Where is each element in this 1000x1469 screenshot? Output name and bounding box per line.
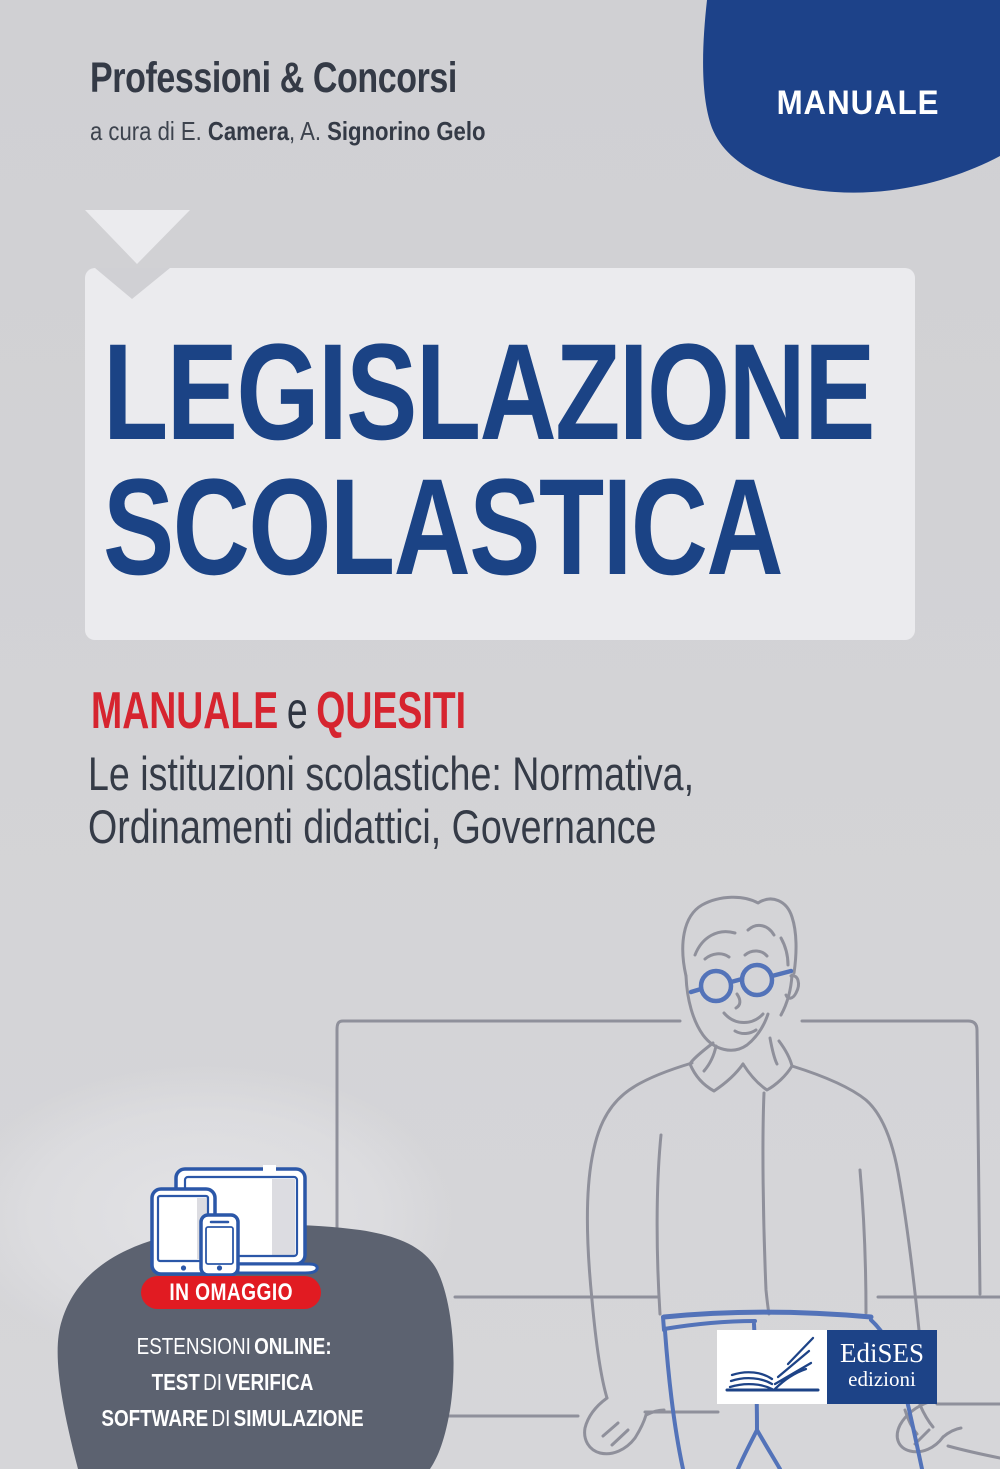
promo-line-1 [91,1328,374,1364]
tagline-part-1: MANUALE [91,682,279,740]
title-line-1: LEGISLAZIONE [103,316,874,469]
publisher-logo [717,1330,937,1404]
byline-author-2: Signorino Gelo [327,116,486,146]
subtitle-line-2: Ordinamenti didattici, Governance [88,800,657,853]
glasses-icon [691,965,791,1001]
devices-illustration [130,1150,350,1285]
promo-badge [141,1276,321,1309]
promo-line-3 [91,1400,374,1436]
publisher-subtitle: edizioni [848,1367,916,1391]
promo-line2-bold1: TEST [151,1369,200,1395]
series-title: Professioni & Concorsi [90,54,457,102]
open-book-icon [717,1330,827,1404]
byline-prefix: a cura di E. [90,116,208,146]
promo-line2-regular: DI [203,1369,223,1395]
bookmark-triangle-icon [85,210,190,264]
format-badge-label: MANUALE [776,84,940,122]
promo-text [60,1328,405,1436]
promo-line1-regular: ESTENSIONI [136,1333,251,1359]
publisher-name: EdiSES [839,1338,925,1368]
promo-line3-bold2: SIMULAZIONE [233,1405,364,1431]
byline-author-1: Camera [207,116,290,146]
promo-line3-regular: DI [211,1405,231,1431]
smartphone-icon [201,1215,238,1275]
tagline-conjunction: e [286,682,308,740]
title-line-2: SCOLASTICA [103,451,782,604]
publisher-logo-book-panel [717,1330,827,1404]
promo-line1-bold: ONLINE: [254,1333,332,1359]
tagline-part-2: QUESITI [316,682,467,740]
promo-badge-label: IN OMAGGIO [169,1278,293,1306]
publisher-logo-name-panel [827,1330,937,1404]
subtitle-line-1: Le istituzioni scolastiche: Normativa, [88,747,695,800]
promo-line2-bold2: VERIFICA [225,1369,314,1395]
promo-line-2 [91,1364,374,1400]
byline-separator: , A. [289,116,328,146]
promo-line3-bold1: SOFTWARE [101,1405,209,1431]
